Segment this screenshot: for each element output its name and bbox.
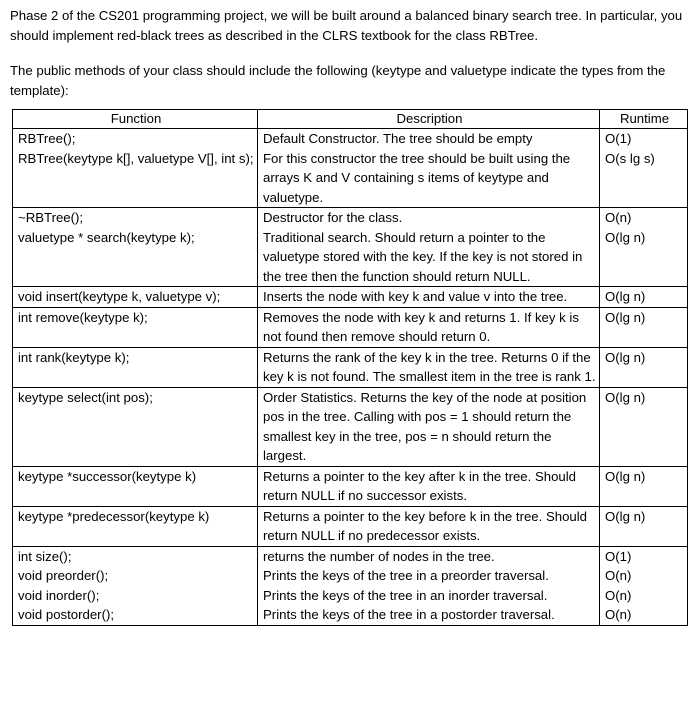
table-row — [13, 586, 688, 606]
runtime-cell: O(lg n) — [600, 347, 688, 387]
description-cell: Inserts the node with key k and value v into the tree. — [258, 287, 600, 308]
description-cell: returns the number of nodes in the tree. — [258, 546, 600, 566]
function-cell: void inorder(); — [13, 586, 258, 606]
runtime-cell: O(lg n) — [600, 387, 688, 466]
runtime-cell: O(s lg s) — [600, 149, 688, 208]
description-cell: Prints the keys of the tree in a postorder traversal. — [258, 605, 600, 625]
runtime-cell: O(lg n) — [600, 466, 688, 506]
table-row — [13, 149, 688, 208]
runtime-cell: O(1) — [600, 129, 688, 149]
function-cell: RBTree(); — [13, 129, 258, 149]
intro-paragraph: Phase 2 of the CS201 programming project, we will be built around a balanced binary search tree. In particular, you should implement red-black trees as described in the CLRS textbook for the class RBTree. — [10, 8, 683, 43]
runtime-cell: O(n) — [600, 586, 688, 606]
description-cell: Returns the rank of the key k in the tree. Returns 0 if the key k is not found. The smallest item in the tree is rank 1. — [258, 347, 600, 387]
runtime-cell: O(n) — [600, 566, 688, 586]
description-cell: Prints the keys of the tree in a preorder traversal. — [258, 566, 600, 586]
description-header: Description — [258, 110, 600, 129]
table-row — [13, 287, 688, 308]
table-row — [13, 605, 688, 625]
table-header-row — [13, 110, 688, 129]
runtime-cell: O(lg n) — [600, 307, 688, 347]
description-cell: Returns a pointer to the key after k in the tree. Should return NULL if no successor exists. — [258, 466, 600, 506]
description-cell: Traditional search. Should return a pointer to the valuetype stored with the key. If the key is not stored in the tree then the function should return NULL. — [258, 228, 600, 287]
table-row — [13, 546, 688, 566]
description-cell: Order Statistics. Returns the key of the node at position pos in the tree. Calling with pos = 1 should return the smallest key in the tree, pos = n should return the largest. — [258, 387, 600, 466]
function-cell: void preorder(); — [13, 566, 258, 586]
description-cell: Removes the node with key k and returns 1. If key k is not found then remove should return 0. — [258, 307, 600, 347]
table-row — [13, 387, 688, 466]
description-cell: For this constructor the tree should be built using the arrays K and V containing s items of keytype and valuetype. — [258, 149, 600, 208]
table-row — [13, 506, 688, 546]
runtime-cell: O(n) — [600, 208, 688, 228]
function-cell: valuetype * search(keytype k); — [13, 228, 258, 287]
table-row — [13, 129, 688, 149]
table-row — [13, 566, 688, 586]
runtime-header: Runtime — [600, 110, 688, 129]
runtime-cell: O(lg n) — [600, 287, 688, 308]
description-cell: Default Constructor. The tree should be empty — [258, 129, 600, 149]
function-cell: keytype *predecessor(keytype k) — [13, 506, 258, 546]
function-cell: int rank(keytype k); — [13, 347, 258, 387]
runtime-cell: O(lg n) — [600, 228, 688, 287]
table-row — [13, 228, 688, 287]
function-header: Function — [13, 110, 258, 129]
function-cell: void postorder(); — [13, 605, 258, 625]
description-cell: Destructor for the class. — [258, 208, 600, 228]
methods-intro-paragraph: The public methods of your class should include the following (keytype and valuetype indicate the types from the template): — [10, 63, 666, 98]
runtime-cell: O(1) — [600, 546, 688, 566]
table-row — [13, 347, 688, 387]
runtime-cell: O(n) — [600, 605, 688, 625]
function-cell: ~RBTree(); — [13, 208, 258, 228]
function-cell: keytype select(int pos); — [13, 387, 258, 466]
function-cell: keytype *successor(keytype k) — [13, 466, 258, 506]
function-cell: int size(); — [13, 546, 258, 566]
description-cell: Prints the keys of the tree in an inorder traversal. — [258, 586, 600, 606]
function-cell: void insert(keytype k, valuetype v); — [13, 287, 258, 308]
table-row — [13, 466, 688, 506]
table-row — [13, 208, 688, 228]
description-cell: Returns a pointer to the key before k in the tree. Should return NULL if no predecessor exists. — [258, 506, 600, 546]
function-cell: RBTree(keytype k[], valuetype V[], int s); — [13, 149, 258, 208]
table-row — [13, 307, 688, 347]
methods-table — [12, 109, 688, 626]
function-cell: int remove(keytype k); — [13, 307, 258, 347]
runtime-cell: O(lg n) — [600, 506, 688, 546]
